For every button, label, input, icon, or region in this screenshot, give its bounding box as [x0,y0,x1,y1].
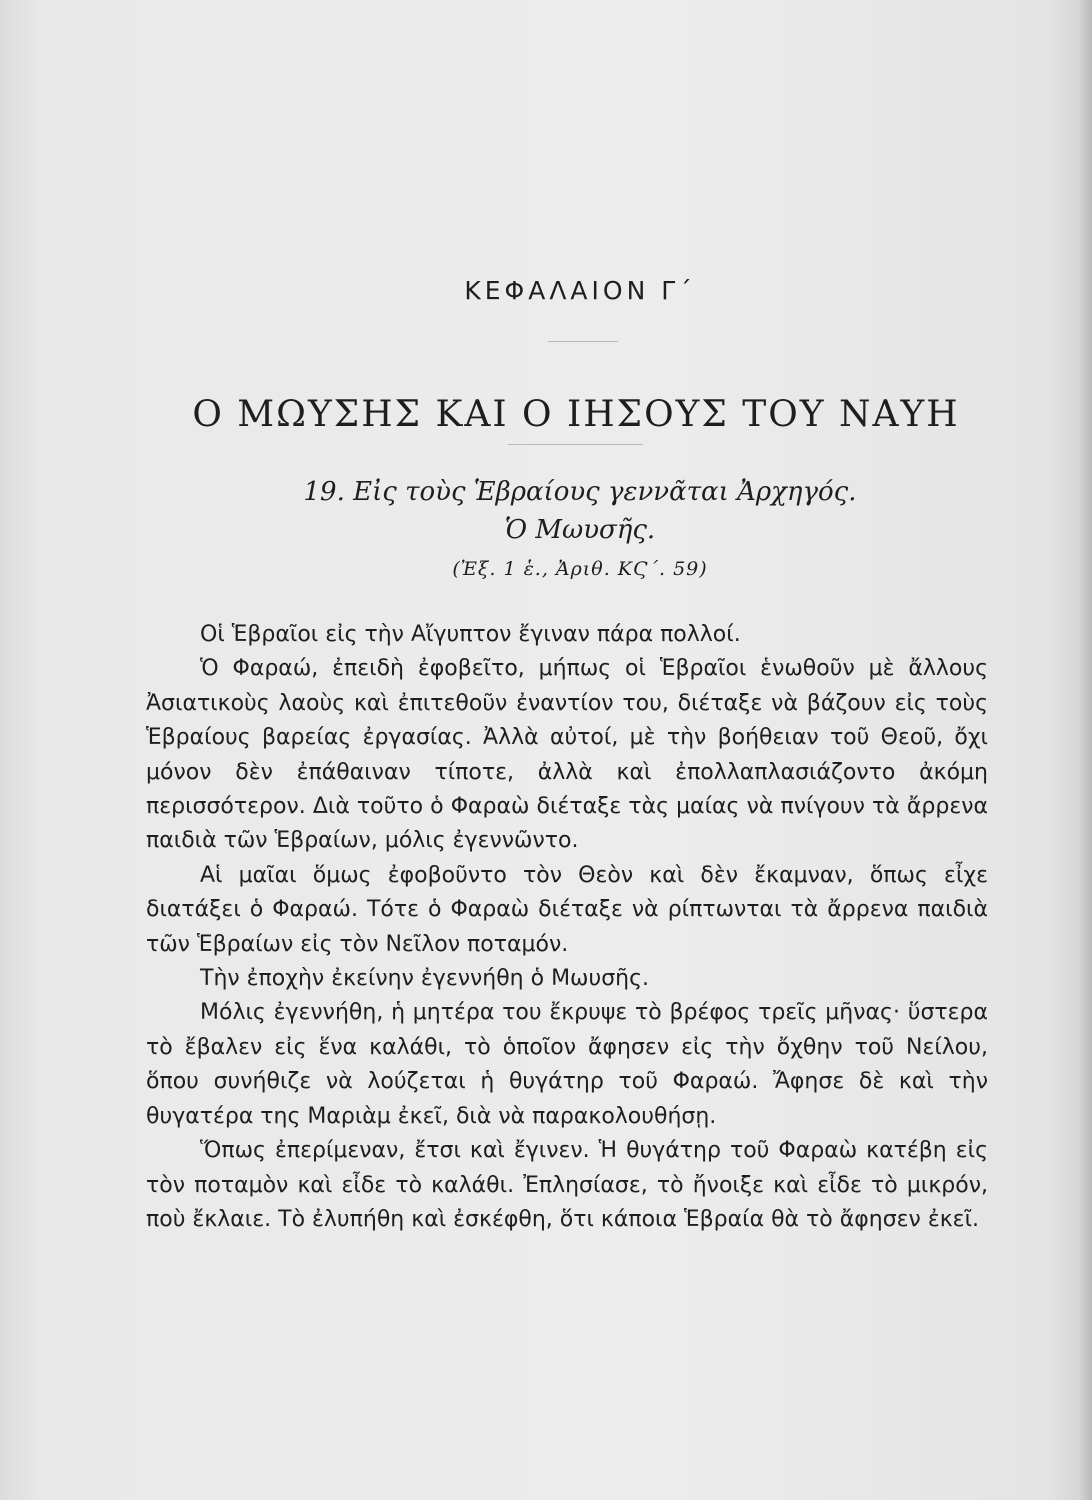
section-title-line1: 19. Εἰς τοὺς Ἑβραίους γεννᾶται Ἀρχηγός. [303,477,857,507]
divider-top [548,341,618,342]
body-text [146,618,988,1237]
paragraph: Ὅπως ἐπερίμεναν, ἔτσι καὶ ἔγινεν. Ἡ θυγάτηρ τοῦ Φαραὼ κατέβη εἰς τὸν ποταμὸν καὶ εἶδε τὸ καλάθι. Ἐπλησίασε, τὸ ἤνοιξε καὶ εἶδε τὸ μικρόν, ποὺ ἔκλαιε. Τὸ ἐλυπήθη καὶ ἐσκέφθη, ὅτι κάποια Ἑβραία θὰ τὸ ἄφησεν ἐκεῖ. [146,1138,988,1232]
page-edge [1078,0,1092,1500]
chapter-title: Ο ΜΩΥΣΗΣ ΚΑΙ Ο ΙΗΣΟΥΣ ΤΟΥ ΝΑΥΗ [192,394,960,436]
paragraph: Αἱ μαῖαι ὅμως ἐφοβοῦντο τὸν Θεὸν καὶ δὲν ἔκαμναν, ὅπως εἶχε διατάξει ὁ Φαραώ. Τότε ὁ Φαραὼ διέταξε νὰ ρίπτωνται τὰ ἄρρενα παιδιὰ τῶν Ἑβραίων εἰς τὸν Νεῖλον ποταμόν. [146,862,988,957]
paragraph: Οἱ Ἑβραῖοι εἰς τὴν Αἴγυπτον ἔγιναν πάρα πολλοί. [200,622,741,647]
section-title-line2: Ὁ Μωυσῆς. [504,515,656,545]
chapter-heading: ΚΕΦΑΛΑΙΟΝ Γ΄ [464,276,696,305]
paragraph: Ὁ Φαραώ, ἐπειδὴ ἐφοβεῖτο, μήπως οἱ Ἑβραῖοι ἑνωθοῦν μὲ ἄλλους Ἀσιατικοὺς λαοὺς καὶ ἐπιτεθοῦν ἐναντίον του, διέταξε νὰ βάζουν εἰς τοὺς Ἑβραίους βαρείας ἐργασίας. Ἀλλὰ αὐτοί, μὲ τὴν βοήθειαν τοῦ Θεοῦ, ὄχι μόνον δὲν ἐπάθαιναν τίποτε, ἀλλὰ καὶ ἐπολλαπλασιάζοντο ἀκόμη περισσότερον. Διὰ τοῦτο ὁ Φαραὼ διέταξε τὰς μαίας νὰ πνίγουν τὰ ἄρρενα παιδιὰ τῶν Ἑβραίων, μόλις ἐγεννῶντο. [146,656,988,854]
paragraph: Τὴν ἐποχὴν ἐκείνην ἐγεννήθη ὁ Μωυσῆς. [200,966,650,992]
scripture-reference: (Ἐξ. 1 ἑ., Ἀριθ. ΚϚ΄. 59) [452,558,708,580]
divider-bottom [508,444,643,445]
paragraph: Μόλις ἐγεννήθη, ἡ μητέρα του ἔκρυψε τὸ βρέφος τρεῖς μῆνας· ὕστερα τὸ ἔβαλεν εἰς ἕνα καλάθι, τὸ ὁποῖον ἄφησεν εἰς τὴν ὄχθην τοῦ Νείλου, ὅπου συνήθιζε νὰ λούζεται ἡ θυγάτηρ τοῦ Φαραώ. Ἄφησε δὲ καὶ τὴν θυγατέρα της Μαριὰμ ἐκεῖ, διὰ νὰ παρακολουθήσῃ. [146,1000,988,1129]
